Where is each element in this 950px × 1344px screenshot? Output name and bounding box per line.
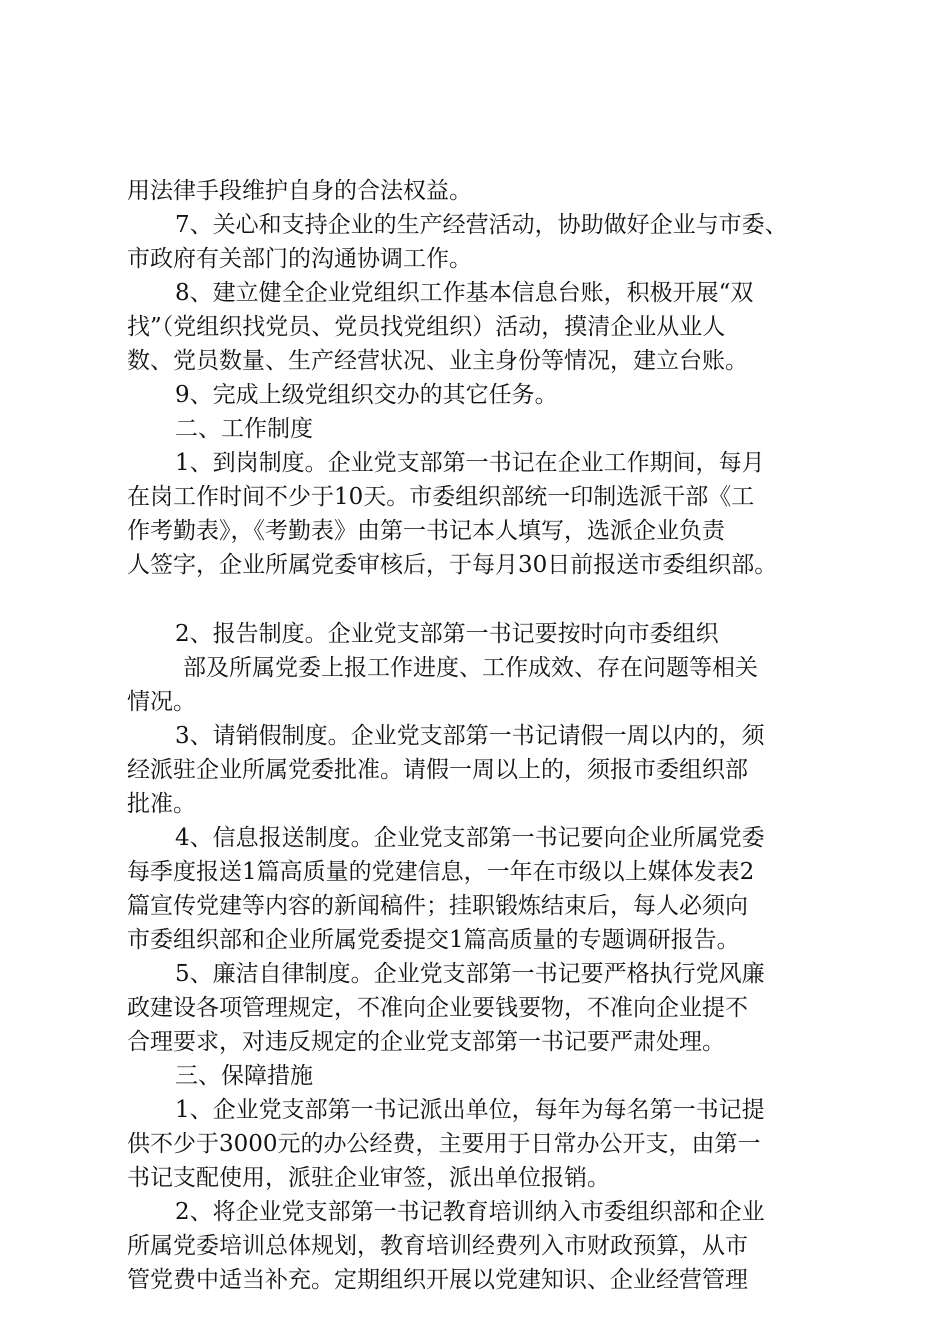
text-line: 4、信息报送制度。企业党支部第一书记要向企业所属党委 — [175, 825, 765, 851]
text-line: 市委组织部和企业所属党委提交1篇高质量的专题调研报告。 — [127, 927, 740, 953]
text-line: 供不少于3000元的办公经费，主要用于日常办公开支，由第一 — [127, 1131, 761, 1157]
text-line: 2、将企业党支部第一书记教育培训纳入市委组织部和企业 — [175, 1199, 765, 1225]
text-line: 3、请销假制度。企业党支部第一书记请假一周以内的，须 — [175, 723, 765, 749]
text-line: 部及所属党委上报工作进度、工作成效、存在问题等相关 — [183, 655, 758, 681]
text-line: 用法律手段维护自身的合法权益。 — [127, 178, 472, 204]
text-line: 7、关心和支持企业的生产经营活动，协助做好企业与市委、 — [175, 212, 788, 238]
text-line: 人签字，企业所属党委审核后，于每月30日前报送市委组织部。 — [127, 552, 778, 578]
text-line: 每季度报送1篇高质量的党建信息，一年在市级以上媒体发表2 — [127, 859, 755, 885]
text-line: 2、报告制度。企业党支部第一书记要按时向市委组织 — [175, 621, 719, 647]
text-line: 1、到岗制度。企业党支部第一书记在企业工作期间，每月 — [175, 450, 765, 476]
section-heading: 二、工作制度 — [175, 416, 313, 442]
text-line: 5、廉洁自律制度。企业党支部第一书记要严格执行党风廉 — [175, 961, 765, 987]
text-line: 政建设各项管理规定，不准向企业要钱要物，不准向企业提不 — [127, 995, 748, 1021]
text-line: 合理要求，对违反规定的企业党支部第一书记要严肃处理。 — [127, 1029, 725, 1055]
text-line: 在岗工作时间不少于10天。市委组织部统一印制选派干部《工 — [127, 484, 755, 510]
text-line: 管党费中适当补充。定期组织开展以党建知识、企业经营管理 — [127, 1267, 748, 1293]
text-line: 市政府有关部门的沟通协调工作。 — [127, 246, 472, 272]
text-line: 批准。 — [127, 791, 196, 817]
text-line: 找”（党组织找党员、党员找党组织）活动，摸清企业从业人 — [127, 314, 726, 340]
text-line: 经派驻企业所属党委批准。请假一周以上的，须报市委组织部 — [127, 757, 748, 783]
section-heading: 三、保障措施 — [175, 1063, 313, 1089]
text-line: 数、党员数量、生产经营状况、业主身份等情况，建立台账。 — [127, 348, 748, 374]
text-line: 篇宣传党建等内容的新闻稿件；挂职锻炼结束后，每人必须向 — [127, 893, 748, 919]
text-line: 8、建立健全企业党组织工作基本信息台账，积极开展“双 — [175, 280, 754, 306]
text-line: 所属党委培训总体规划，教育培训经费列入市财政预算，从市 — [127, 1233, 748, 1259]
text-line: 1、企业党支部第一书记派出单位，每年为每名第一书记提 — [175, 1097, 765, 1123]
text-line: 书记支配使用，派驻企业审签，派出单位报销。 — [127, 1165, 610, 1191]
text-line: 作考勤表》，《考勤表》由第一书记本人填写，选派企业负责 — [127, 518, 725, 544]
text-line: 9、完成上级党组织交办的其它任务。 — [175, 382, 558, 408]
text-line: 情况。 — [127, 689, 196, 715]
